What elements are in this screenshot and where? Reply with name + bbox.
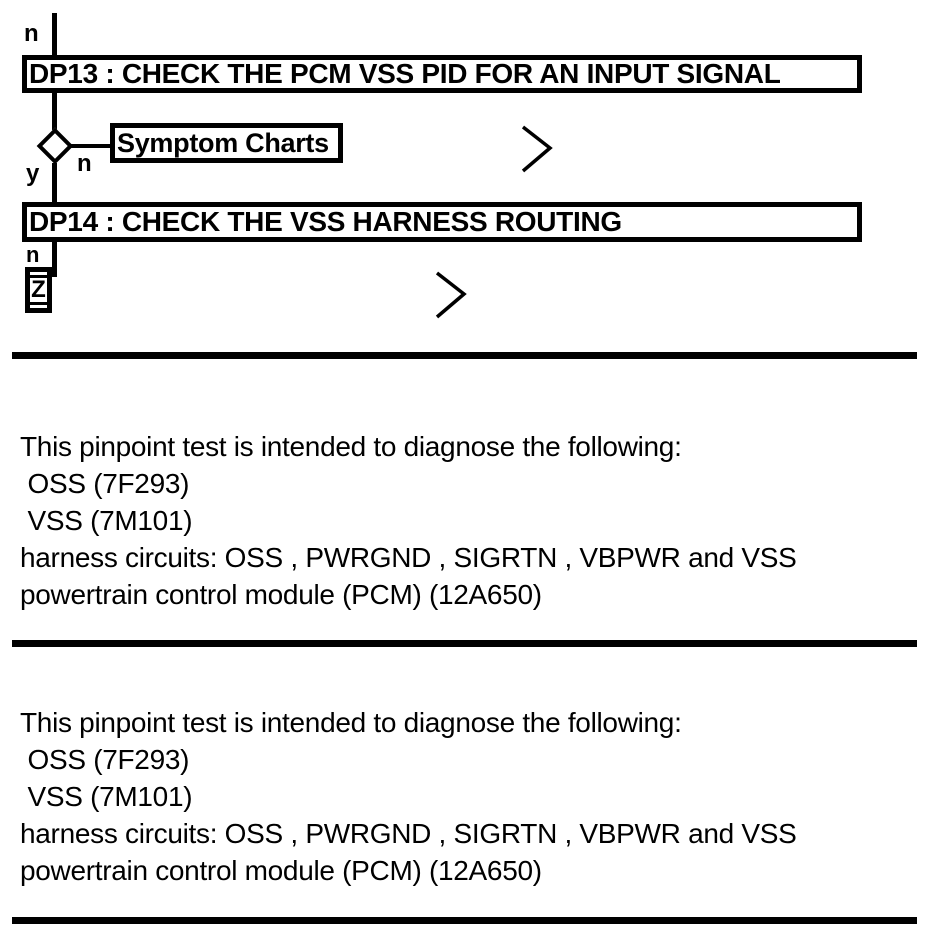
description-line: OSS (7F293) — [20, 468, 190, 499]
flow-node-symptom-charts[interactable]: Symptom Charts — [110, 123, 343, 163]
decision-no-label: n — [77, 150, 92, 177]
diagnosis-description-block-2 — [20, 704, 797, 889]
off-page-connector-label: Z — [31, 276, 46, 303]
connector-line-decision-to-symptom — [71, 144, 110, 148]
decision-yes-label: y — [26, 160, 40, 187]
description-line: OSS (7F293) — [20, 744, 190, 775]
section-divider-1 — [12, 352, 917, 359]
connector-line-dp13-to-decision — [52, 93, 57, 130]
description-line: harness circuits: OSS , PWRGND , SIGRTN , VBPWR and VSS — [20, 542, 797, 573]
diagnosis-description-block-1 — [20, 428, 797, 613]
description-line: VSS (7M101) — [20, 781, 193, 812]
description-line: powertrain control module (PCM) (12A650) — [20, 855, 542, 886]
decision-diamond — [37, 128, 74, 165]
connector-line-decision-to-dp14 — [52, 163, 57, 203]
description-line: powertrain control module (PCM) (12A650) — [20, 579, 542, 610]
continue-right-chevron-icon-2[interactable] — [434, 270, 468, 320]
exit-branch-label: n — [26, 242, 40, 267]
flow-node-dp14[interactable]: DP14 : CHECK THE VSS HARNESS ROUTING — [22, 202, 862, 242]
continue-right-chevron-icon[interactable] — [520, 124, 554, 174]
connector-line-dp14-to-z — [52, 242, 57, 277]
description-line: harness circuits: OSS , PWRGND , SIGRTN , VBPWR and VSS — [20, 818, 797, 849]
description-line: This pinpoint test is intended to diagnose the following: — [20, 431, 682, 462]
section-divider-2 — [12, 640, 917, 647]
flow-node-dp13[interactable]: DP13 : CHECK THE PCM VSS PID FOR AN INPUT SIGNAL — [22, 55, 862, 93]
off-page-connector-z[interactable] — [25, 267, 52, 313]
section-divider-3 — [12, 917, 917, 924]
description-line: This pinpoint test is intended to diagnose the following: — [20, 707, 682, 738]
description-line: VSS (7M101) — [20, 505, 193, 536]
connector-line-top — [52, 13, 57, 55]
entry-branch-label: n — [24, 20, 39, 47]
